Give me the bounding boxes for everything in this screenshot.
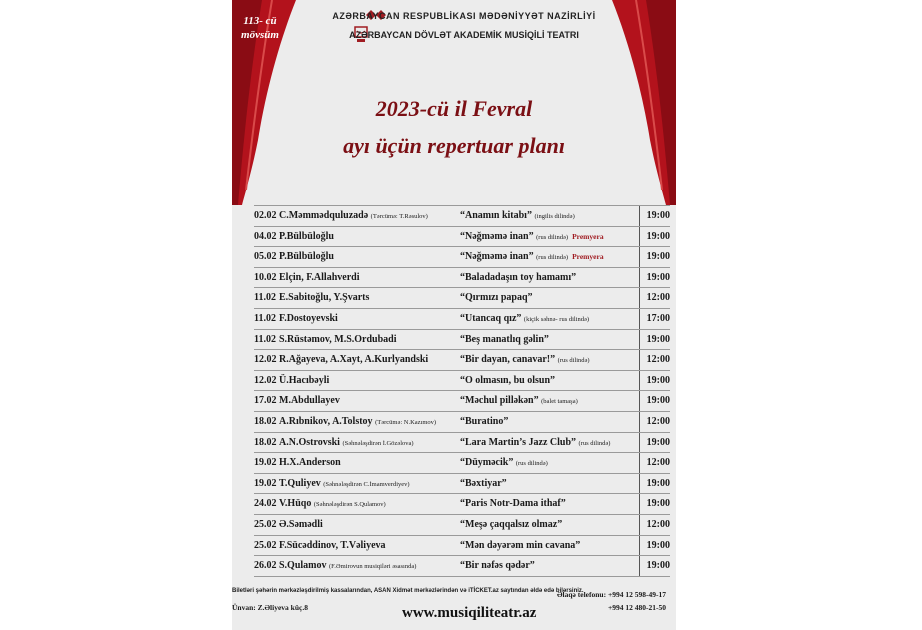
- row-divider: [639, 227, 640, 247]
- schedule-table: [254, 205, 670, 577]
- row-play: [460, 457, 552, 468]
- row-time: 12:00: [646, 518, 670, 530]
- row-play-title: “Baladadaşın toy hamamı”: [460, 271, 577, 283]
- row-author: [279, 334, 397, 345]
- row-play: [460, 231, 604, 242]
- table-row: [254, 205, 670, 227]
- row-divider: [639, 309, 640, 329]
- row-date: 24.02: [254, 498, 277, 510]
- row-time: 12:00: [646, 354, 670, 366]
- website-link[interactable]: www.musiqiliteatr.az: [402, 605, 537, 621]
- row-divider: [639, 494, 640, 514]
- row-author-name: A.Rıbnikov, A.Tolstoy: [279, 415, 373, 427]
- row-play: [460, 540, 584, 551]
- row-play-note: (rus dilində): [578, 439, 611, 447]
- row-play-title: “Anamın kitabı”: [460, 210, 532, 221]
- row-play-title: “Lara Martin’s Jazz Club”: [460, 436, 577, 448]
- row-date: 12.02: [254, 354, 277, 366]
- row-play-title: “Buratino”: [460, 415, 509, 427]
- row-time: 17:00: [646, 312, 670, 324]
- row-date: 19.02: [254, 477, 277, 489]
- ticket-note: Biletləri şəhərin mərkəzləşdirilmiş kassalarından, ASAN Xidmət mərkəzlərindən və iTİCKET.az saytından əldə edə bilərsiniz.: [232, 588, 584, 594]
- row-date: 05.02: [254, 251, 277, 263]
- row-author: [279, 210, 428, 221]
- row-time: 19:00: [646, 230, 670, 242]
- row-play-note: (rus dilində): [536, 233, 569, 241]
- row-time: 19:00: [646, 210, 670, 221]
- row-author-note: (Səhnələşdirən İ.Gözəlova): [342, 439, 414, 447]
- row-play: [460, 272, 580, 283]
- phone-block: [557, 588, 666, 614]
- row-divider: [639, 330, 640, 350]
- table-row: [254, 556, 670, 577]
- row-play-title: “Paris Notr-Dama ithaf”: [460, 498, 566, 510]
- table-row: [254, 309, 670, 330]
- table-row: [254, 453, 670, 474]
- row-date: 18.02: [254, 436, 277, 448]
- row-play-title: “Bir nəfəs qədər”: [460, 560, 535, 572]
- row-author: [279, 313, 338, 324]
- row-author-note: (Səhnələşdirən C.İmamverdiyev): [323, 480, 410, 488]
- row-play-title: “Qırmızı papaq”: [460, 292, 533, 304]
- row-author: [279, 498, 386, 509]
- row-play-title: “Düyməcik”: [460, 457, 514, 469]
- row-author-name: E.Sabitoğlu, Y.Şvarts: [279, 292, 370, 304]
- row-author: [279, 395, 340, 406]
- row-author-name: T.Quliyev: [279, 477, 321, 489]
- row-author-note: (Səhnələşdirən S.Qulamov): [313, 501, 386, 509]
- row-play: [460, 354, 594, 365]
- row-author-name: A.N.Ostrovski: [279, 436, 340, 448]
- row-divider: [639, 536, 640, 556]
- row-author: [279, 292, 369, 303]
- row-time: 19:00: [646, 539, 670, 551]
- row-date: 17.02: [254, 395, 277, 407]
- row-date: 12.02: [254, 374, 277, 386]
- table-row: [254, 433, 670, 454]
- row-author-name: Ə.Səmədli: [279, 518, 323, 530]
- row-date: 19.02: [254, 457, 277, 469]
- row-author-name: Elçin, F.Allahverdi: [279, 271, 360, 283]
- table-row: [254, 474, 670, 495]
- row-date: 11.02: [254, 333, 276, 345]
- row-play: [460, 292, 537, 303]
- row-play: [460, 334, 553, 345]
- row-author-name: S.Qulamov: [279, 560, 327, 572]
- season-line1: 113- cü: [243, 15, 277, 27]
- row-time: 19:00: [646, 374, 670, 386]
- table-row: [254, 536, 670, 557]
- row-play-title: “Bəxtiyar”: [460, 477, 507, 489]
- row-author-note: (Tərcümə: T.Rəsulov): [370, 213, 428, 220]
- row-time: 12:00: [646, 415, 670, 427]
- row-author-name: F.Sücəddinov, T.Vəliyeva: [279, 539, 386, 551]
- row-author: [279, 375, 329, 386]
- row-play: [460, 498, 570, 509]
- row-play-title: “Utancaq qız”: [460, 312, 522, 324]
- row-play-note: (ingilis dilində): [534, 213, 575, 220]
- row-time: 19:00: [646, 477, 670, 489]
- row-play-title: “Nəğməmə inan”: [460, 230, 534, 242]
- row-play: [460, 210, 579, 221]
- row-play-title: “O olmasın, bu olsun”: [460, 374, 556, 386]
- row-play: [460, 437, 614, 448]
- table-row: [254, 288, 670, 309]
- row-play: [460, 560, 539, 571]
- row-author: [279, 231, 334, 242]
- row-author-name: C.Məmmədquluzadə: [279, 210, 369, 221]
- row-play-note: (rus dilində): [536, 254, 569, 262]
- address: Ünvan: Z.Əliyeva küç.8: [232, 603, 308, 612]
- repertoire-poster: [232, 0, 676, 630]
- row-author: [279, 272, 359, 283]
- row-time: 19:00: [646, 251, 670, 263]
- row-divider: [639, 433, 640, 453]
- table-row: [254, 494, 670, 515]
- table-row: [254, 268, 670, 289]
- row-divider: [639, 247, 640, 267]
- row-play: [460, 416, 512, 427]
- row-divider: [639, 556, 640, 576]
- row-play: [460, 478, 511, 489]
- row-time: 19:00: [646, 436, 670, 448]
- row-time: 12:00: [646, 457, 670, 469]
- row-author-name: P.Bülbüloğlu: [279, 251, 334, 263]
- row-date: 04.02: [254, 230, 277, 242]
- phone-1: +994 12 598-49-17: [607, 590, 666, 599]
- row-play: [460, 395, 582, 406]
- row-time: 19:00: [646, 560, 670, 572]
- row-divider: [639, 412, 640, 432]
- row-play-title: “Bir dayan, canavar!”: [460, 354, 556, 366]
- row-author: [279, 540, 386, 551]
- row-divider: [639, 350, 640, 370]
- row-author-name: F.Dostoyevski: [279, 312, 338, 324]
- row-divider: [639, 453, 640, 473]
- row-author-name: R.Ağayeva, A.Xayt, A.Kurlyandski: [279, 354, 429, 366]
- table-row: [254, 247, 670, 268]
- row-date: 26.02: [254, 560, 277, 572]
- row-divider: [639, 515, 640, 535]
- row-author: [279, 437, 414, 448]
- row-play-title: “Meşə çaqqalsız olmaz”: [460, 518, 563, 530]
- row-divider: [639, 474, 640, 494]
- row-author-note: (F.Əmirovun musiqiləri əsasında): [329, 563, 417, 571]
- row-author: [279, 478, 410, 489]
- row-author: [279, 519, 323, 530]
- row-time: 19:00: [646, 333, 670, 345]
- row-author-name: H.X.Anderson: [279, 457, 341, 469]
- row-author: [279, 560, 416, 571]
- row-divider: [639, 268, 640, 288]
- phone-label: Əlaqə telefonu:: [557, 590, 607, 599]
- row-play-note: (balet tamaşa): [541, 398, 578, 406]
- row-date: 02.02: [254, 210, 277, 221]
- row-time: 12:00: [646, 292, 670, 304]
- row-play-title: “Nəğməmə inan”: [460, 251, 534, 263]
- row-play-title: “Beş manatlıq gəlin”: [460, 333, 549, 345]
- row-play: [460, 375, 559, 386]
- row-play-title: “Məchul pilləkən”: [460, 395, 539, 407]
- row-play-title: “Mən dəyərəm min cavana”: [460, 539, 581, 551]
- row-author: [279, 354, 428, 365]
- row-premiere-badge: Premyera: [572, 252, 604, 262]
- row-author: [279, 416, 436, 427]
- row-date: 11.02: [254, 312, 276, 324]
- ministry-name: AZƏRBAYCAN RESPUBLİKASI MƏDƏNİYYƏT NAZİRLİYİ: [332, 11, 596, 21]
- row-time: 19:00: [646, 271, 670, 283]
- row-date: 18.02: [254, 415, 277, 427]
- row-date: 25.02: [254, 539, 277, 551]
- row-time: 19:00: [646, 395, 670, 407]
- row-date: 25.02: [254, 518, 277, 530]
- season-line2: mövsüm: [241, 29, 279, 41]
- row-premiere-badge: Premyera: [572, 231, 604, 241]
- row-play: [460, 313, 593, 324]
- row-author-name: V.Hüqo: [279, 498, 312, 510]
- table-row: [254, 371, 670, 392]
- row-play-note: (kiçik səhnə- rus dilində): [523, 315, 590, 323]
- row-author: [279, 457, 341, 468]
- row-author-name: M.Abdullayev: [279, 395, 340, 407]
- table-row: [254, 515, 670, 536]
- row-play-note: (rus dilində): [515, 460, 548, 468]
- phone-2: +994 12 480-21-50: [607, 603, 666, 612]
- table-row: [254, 330, 670, 351]
- row-author: [279, 251, 334, 262]
- row-date: 10.02: [254, 271, 277, 283]
- row-author-name: S.Rüstəmov, M.S.Ordubadi: [279, 333, 397, 345]
- table-row: [254, 391, 670, 412]
- row-play: [460, 251, 604, 262]
- row-divider: [639, 206, 640, 226]
- row-time: 19:00: [646, 498, 670, 510]
- theatre-name: AZƏRBAYCAN DÖVLƏT AKADEMİK MUSİQİLİ TEATRI: [349, 30, 579, 40]
- row-date: 11.02: [254, 292, 276, 304]
- row-divider: [639, 371, 640, 391]
- row-play: [460, 519, 566, 530]
- row-author-name: P.Bülbüloğlu: [279, 230, 334, 242]
- row-author-name: Ü.Hacıbəyli: [279, 374, 330, 386]
- table-row: [254, 350, 670, 371]
- table-row: [254, 227, 670, 248]
- row-divider: [639, 288, 640, 308]
- row-play-note: (rus dilində): [557, 357, 590, 365]
- poster-title-line1: 2023-cü il Fevral: [375, 96, 533, 121]
- table-row: [254, 412, 670, 433]
- row-divider: [639, 391, 640, 411]
- poster-title-line2: ayı üçün repertuar planı: [343, 133, 565, 158]
- row-author-note: (Tərcümə: N.Kazımov): [375, 418, 437, 426]
